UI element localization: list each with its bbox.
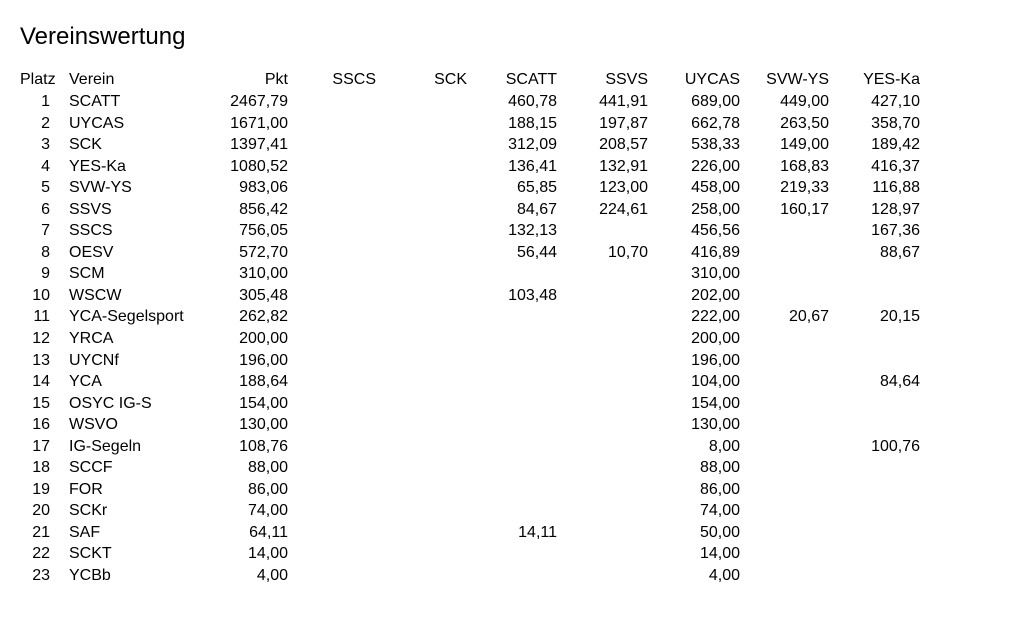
table-row — [0, 371, 1024, 393]
table-row — [0, 479, 1024, 501]
cell-verein: OSYC IG-S — [69, 394, 152, 412]
column-header-scatt: SCATT — [505, 71, 557, 88]
cell-platz: 2 — [41, 114, 50, 132]
column-header-uycas: UYCAS — [684, 71, 740, 88]
cell-platz: 15 — [32, 394, 50, 412]
table-body — [0, 91, 1024, 587]
cell-svw-ys: 219,33 — [780, 179, 829, 197]
cell-pkt: 756,05 — [239, 222, 288, 240]
cell-verein: SCATT — [69, 93, 121, 110]
cell-verein: WSVO — [69, 416, 118, 434]
table-row — [0, 543, 1024, 565]
cell-ssvs: 197,87 — [599, 114, 648, 132]
cell-ssvs: 224,61 — [599, 200, 648, 218]
cell-platz: 1 — [41, 93, 50, 110]
table-row — [0, 199, 1024, 221]
table-row — [0, 350, 1024, 372]
cell-pkt: 983,06 — [239, 179, 288, 197]
cell-pkt: 572,70 — [239, 243, 288, 261]
table-row — [0, 522, 1024, 544]
cell-ssvs: 441,91 — [599, 93, 648, 110]
cell-verein: SAF — [69, 523, 101, 541]
table-row — [0, 242, 1024, 264]
cell-pkt: 200,00 — [239, 330, 288, 348]
cell-platz: 13 — [32, 351, 50, 369]
cell-ssvs: 123,00 — [599, 179, 648, 197]
cell-verein: YCBb — [69, 567, 111, 585]
cell-yes-ka: 84,64 — [879, 373, 920, 391]
cell-pkt: 2467,79 — [230, 93, 288, 110]
cell-verein: SVW-YS — [69, 179, 132, 197]
cell-platz: 8 — [41, 243, 50, 261]
table-row — [0, 565, 1024, 587]
cell-scatt: 132,13 — [508, 222, 557, 240]
cell-uycas: 310,00 — [691, 265, 740, 283]
cell-uycas: 86,00 — [699, 480, 740, 498]
cell-uycas: 689,00 — [691, 93, 740, 110]
cell-verein: SCM — [69, 265, 105, 283]
column-header-sscs: SSCS — [332, 71, 376, 88]
cell-pkt: 108,76 — [239, 437, 288, 455]
cell-yes-ka: 189,42 — [871, 136, 920, 154]
cell-verein: SCKr — [69, 502, 108, 520]
cell-uycas: 200,00 — [691, 330, 740, 348]
cell-platz: 22 — [32, 545, 50, 563]
table-row — [0, 414, 1024, 436]
cell-pkt: 1671,00 — [230, 114, 288, 132]
cell-svw-ys: 149,00 — [780, 136, 829, 154]
cell-scatt: 56,44 — [516, 243, 557, 261]
table-row — [0, 220, 1024, 242]
cell-verein: OESV — [69, 243, 114, 261]
cell-scatt: 84,67 — [516, 200, 557, 218]
cell-yes-ka: 167,36 — [871, 222, 920, 240]
table-row — [0, 457, 1024, 479]
cell-yes-ka: 100,76 — [871, 437, 920, 455]
cell-platz: 7 — [41, 222, 50, 240]
cell-pkt: 130,00 — [239, 416, 288, 434]
cell-svw-ys: 20,67 — [788, 308, 829, 326]
cell-scatt: 188,15 — [508, 114, 557, 132]
cell-verein: FOR — [69, 480, 103, 498]
column-header-pkt: Pkt — [264, 71, 288, 88]
cell-yes-ka: 116,88 — [872, 179, 920, 197]
cell-platz: 9 — [41, 265, 50, 283]
table-row — [0, 436, 1024, 458]
cell-uycas: 416,89 — [691, 243, 740, 261]
cell-pkt: 86,00 — [247, 480, 288, 498]
cell-platz: 16 — [32, 416, 50, 434]
cell-pkt: 262,82 — [239, 308, 288, 326]
cell-uycas: 258,00 — [691, 200, 740, 218]
cell-verein: IG-Segeln — [69, 437, 142, 455]
cell-scatt: 14,11 — [518, 523, 557, 541]
cell-pkt: 154,00 — [239, 394, 288, 412]
cell-uycas: 88,00 — [699, 459, 740, 477]
cell-svw-ys: 168,83 — [780, 157, 829, 175]
cell-uycas: 8,00 — [708, 437, 740, 455]
cell-uycas: 14,00 — [699, 545, 740, 563]
table-row — [0, 156, 1024, 178]
cell-verein: YCA-Segelsport — [69, 308, 184, 326]
cell-platz: 5 — [41, 179, 50, 197]
cell-uycas: 196,00 — [691, 351, 740, 369]
cell-verein: WSCW — [69, 286, 122, 304]
cell-uycas: 458,00 — [691, 179, 740, 197]
table-row — [0, 328, 1024, 350]
cell-platz: 4 — [41, 157, 50, 175]
cell-platz: 18 — [32, 459, 50, 477]
cell-yes-ka: 128,97 — [871, 200, 920, 218]
column-header-yes-ka: YES-Ka — [863, 71, 920, 88]
cell-platz: 19 — [32, 480, 50, 498]
table-row — [0, 306, 1024, 328]
cell-pkt: 196,00 — [239, 351, 288, 369]
cell-ssvs: 10,70 — [607, 243, 648, 261]
cell-uycas: 456,56 — [691, 222, 740, 240]
table-row — [0, 134, 1024, 156]
cell-uycas: 50,00 — [699, 523, 740, 541]
cell-pkt: 4,00 — [256, 567, 288, 585]
cell-verein: YCA — [69, 373, 102, 391]
cell-ssvs: 208,57 — [599, 136, 648, 154]
column-header-ssvs: SSVS — [605, 71, 648, 88]
cell-uycas: 130,00 — [691, 416, 740, 434]
cell-uycas: 226,00 — [691, 157, 740, 175]
cell-uycas: 222,00 — [691, 308, 740, 326]
cell-verein: UYCNf — [69, 351, 119, 369]
cell-platz: 10 — [32, 286, 50, 304]
cell-platz: 12 — [32, 330, 50, 348]
cell-yes-ka: 416,37 — [871, 157, 920, 175]
cell-pkt: 1080,52 — [230, 157, 288, 175]
column-header-svw-ys: SVW-YS — [766, 71, 829, 88]
table-row — [0, 113, 1024, 135]
cell-verein: YRCA — [69, 330, 114, 348]
cell-platz: 6 — [41, 200, 50, 218]
cell-platz: 14 — [32, 373, 50, 391]
cell-verein: UYCAS — [69, 114, 125, 132]
cell-pkt: 305,48 — [239, 286, 288, 304]
cell-svw-ys: 160,17 — [780, 200, 829, 218]
cell-verein: SSCS — [69, 222, 113, 240]
column-header-sck: SCK — [434, 71, 467, 88]
cell-pkt: 74,00 — [247, 502, 288, 520]
cell-yes-ka: 358,70 — [871, 114, 920, 132]
cell-verein: SCKT — [69, 545, 112, 563]
cell-scatt: 136,41 — [508, 157, 557, 175]
cell-ssvs: 132,91 — [599, 157, 648, 175]
table-row — [0, 500, 1024, 522]
cell-uycas: 104,00 — [691, 373, 740, 391]
page-title: Vereinswertung — [20, 23, 186, 50]
cell-pkt: 1397,41 — [230, 136, 288, 154]
cell-platz: 11 — [33, 308, 50, 326]
cell-platz: 20 — [32, 502, 50, 520]
cell-uycas: 154,00 — [691, 394, 740, 412]
cell-yes-ka: 427,10 — [871, 93, 920, 110]
cell-platz: 17 — [32, 437, 50, 455]
cell-scatt: 312,09 — [508, 136, 557, 154]
table-header-row — [0, 68, 1024, 91]
cell-pkt: 188,64 — [239, 373, 288, 391]
cell-pkt: 856,42 — [239, 200, 288, 218]
cell-svw-ys: 449,00 — [780, 93, 829, 110]
cell-verein: SCCF — [69, 459, 113, 477]
cell-yes-ka: 20,15 — [879, 308, 920, 326]
cell-scatt: 65,85 — [516, 179, 557, 197]
cell-uycas: 4,00 — [708, 567, 740, 585]
cell-scatt: 103,48 — [508, 286, 557, 304]
cell-uycas: 538,33 — [691, 136, 740, 154]
cell-uycas: 662,78 — [691, 114, 740, 132]
cell-verein: SCK — [69, 136, 102, 154]
cell-pkt: 14,00 — [247, 545, 288, 563]
cell-verein: SSVS — [69, 200, 112, 218]
column-header-verein: Verein — [69, 71, 115, 88]
table-row — [0, 285, 1024, 307]
cell-platz: 21 — [32, 523, 50, 541]
table-row — [0, 393, 1024, 415]
cell-pkt: 88,00 — [247, 459, 288, 477]
cell-uycas: 202,00 — [691, 286, 740, 304]
cell-platz: 23 — [32, 567, 50, 585]
cell-svw-ys: 263,50 — [780, 114, 829, 132]
cell-pkt: 64,11 — [249, 523, 288, 541]
table-row — [0, 177, 1024, 199]
column-header-platz: Platz — [20, 71, 56, 88]
cell-scatt: 460,78 — [508, 93, 557, 110]
cell-uycas: 74,00 — [699, 502, 740, 520]
cell-yes-ka: 88,67 — [879, 243, 920, 261]
table-row — [0, 263, 1024, 285]
table-row — [0, 91, 1024, 113]
cell-platz: 3 — [41, 136, 50, 154]
cell-pkt: 310,00 — [239, 265, 288, 283]
results-table — [0, 68, 1024, 587]
cell-verein: YES-Ka — [69, 157, 126, 175]
